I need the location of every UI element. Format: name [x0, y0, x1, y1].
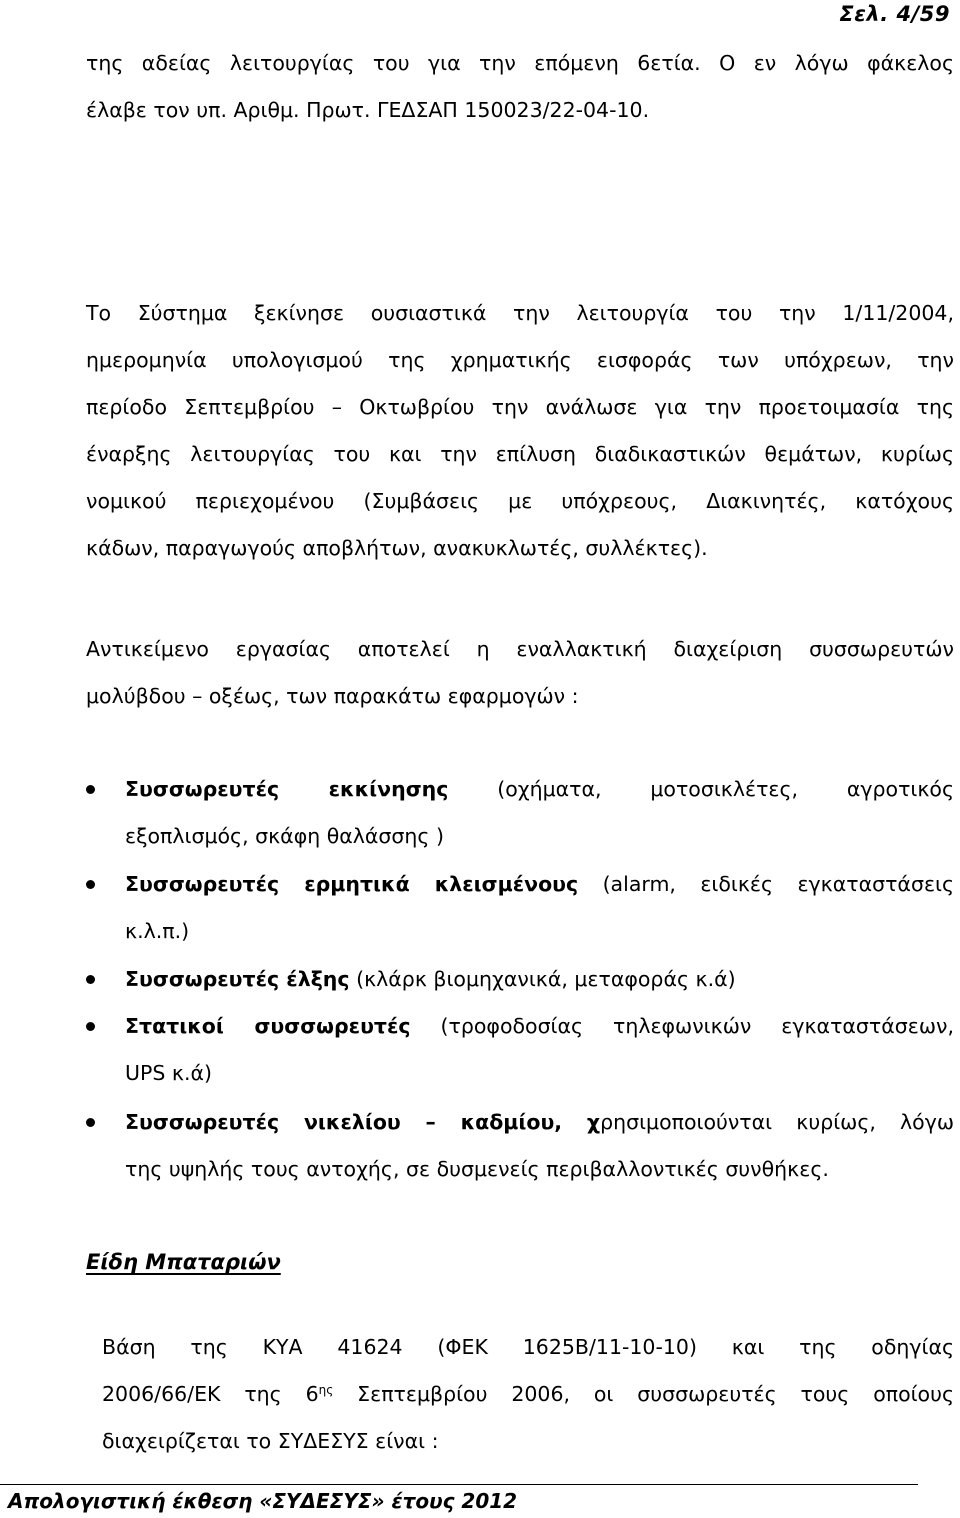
bullet-icon	[86, 975, 95, 984]
bullet-icon	[86, 880, 95, 889]
page-footer: Απολογιστική έκθεση «ΣΥΔΕΣΥΣ» έτους 2012	[8, 1489, 518, 1513]
list-item-description: (κλάρκ βιομηχανικά, μεταφοράς κ.ά)	[349, 967, 736, 991]
superscript: ης	[318, 1383, 334, 1397]
bullet-icon	[86, 1118, 95, 1127]
page-number: Σελ. 4/59	[839, 2, 950, 26]
text-fragment: Σεπτεμβρίου 2006, οι συσσωρευτές τους οποίους	[333, 1382, 954, 1406]
list-item-line: της υψηλής τους αντοχής, σε δυσμενείς περιβαλλοντικές συνθήκες.	[125, 1157, 829, 1181]
list-item-description: (alarm, ειδικές εγκαταστάσεις	[578, 872, 954, 896]
paragraph-legislation	[102, 1324, 954, 1465]
bullet-icon	[86, 785, 95, 794]
list-item-line	[125, 1003, 954, 1050]
list-item-term: Συσσωρευτές ερμητικά κλεισμένους	[125, 872, 579, 896]
text-line: νομικού περιεχομένου (Συμβάσεις με υπόχρεους, Διακινητές, κατόχους	[86, 489, 954, 513]
list-item-term: Συσσωρευτές νικελίου – καδμίου, χ	[125, 1110, 601, 1134]
bullet-icon	[86, 1022, 95, 1031]
paragraph-system-start	[86, 290, 954, 572]
paragraph-scope	[86, 626, 954, 720]
paragraph-license	[86, 40, 954, 134]
list-item-line: εξοπλισμός, σκάφη θαλάσσης )	[125, 824, 444, 848]
list-item-line	[125, 861, 954, 908]
text-line: Αντικείμενο εργασίας αποτελεί η εναλλακτική διαχείριση συσσωρευτών	[86, 637, 954, 661]
list-item-description: (οχήματα, μοτοσικλέτες, αγροτικός	[448, 777, 954, 801]
text-line: περίοδο Σεπτεμβρίου – Οκτωβρίου την ανάλωσε για την προετοιμασία της	[86, 395, 954, 419]
list-item-description: ρησιμοποιούνται κυρίως, λόγω	[600, 1110, 954, 1134]
text-line: Βάση της ΚΥΑ 41624 (ΦΕΚ 1625Β/11-10-10) και της οδηγίας	[102, 1335, 954, 1359]
list-item-line: κ.λ.π.)	[125, 919, 190, 943]
list-item-line	[125, 956, 954, 1003]
list-item-line	[125, 1099, 954, 1146]
text-line: έναρξης λειτουργίας του και την επίλυση διαδικαστικών θεμάτων, κυρίως	[86, 442, 954, 466]
text-line: ημερομηνία υπολογισμού της χρηματικής εισφοράς των υπόχρεων, την	[86, 348, 954, 372]
text-line: κάδων, παραγωγούς αποβλήτων, ανακυκλωτές, συλλέκτες).	[86, 536, 708, 560]
text-line: Το Σύστημα ξεκίνησε ουσιαστικά την λειτουργία του την 1/11/2004,	[86, 301, 954, 325]
text-line: διαχειρίζεται το ΣΥΔΕΣΥΣ είναι :	[102, 1429, 439, 1453]
text-line: της αδείας λειτουργίας του για την επόμενη 6ετία. Ο εν λόγω φάκελος	[86, 51, 954, 75]
list-item-term: Συσσωρευτές έλξης	[125, 967, 350, 991]
text-line	[102, 1371, 954, 1418]
footer-divider	[0, 1484, 918, 1485]
list-item-term: Συσσωρευτές εκκίνησης	[125, 777, 449, 801]
list-item-line: UPS κ.ά)	[125, 1061, 213, 1085]
list-item-description: (τροφοδοσίας τηλεφωνικών εγκαταστάσεων,	[410, 1014, 954, 1038]
text-fragment: 2006/66/ΕΚ της 6	[102, 1382, 319, 1406]
list-item-term: Στατικοί συσσωρευτές	[125, 1014, 411, 1038]
text-line: μολύβδου – οξέως, των παρακάτω εφαρμογών :	[86, 684, 579, 708]
list-item-line	[125, 766, 954, 813]
section-heading: Είδη Μπαταριών	[86, 1250, 281, 1274]
text-line: έλαβε τον υπ. Αριθμ. Πρωτ. ΓΕΔΣΑΠ 150023/22-04-10.	[86, 98, 650, 122]
